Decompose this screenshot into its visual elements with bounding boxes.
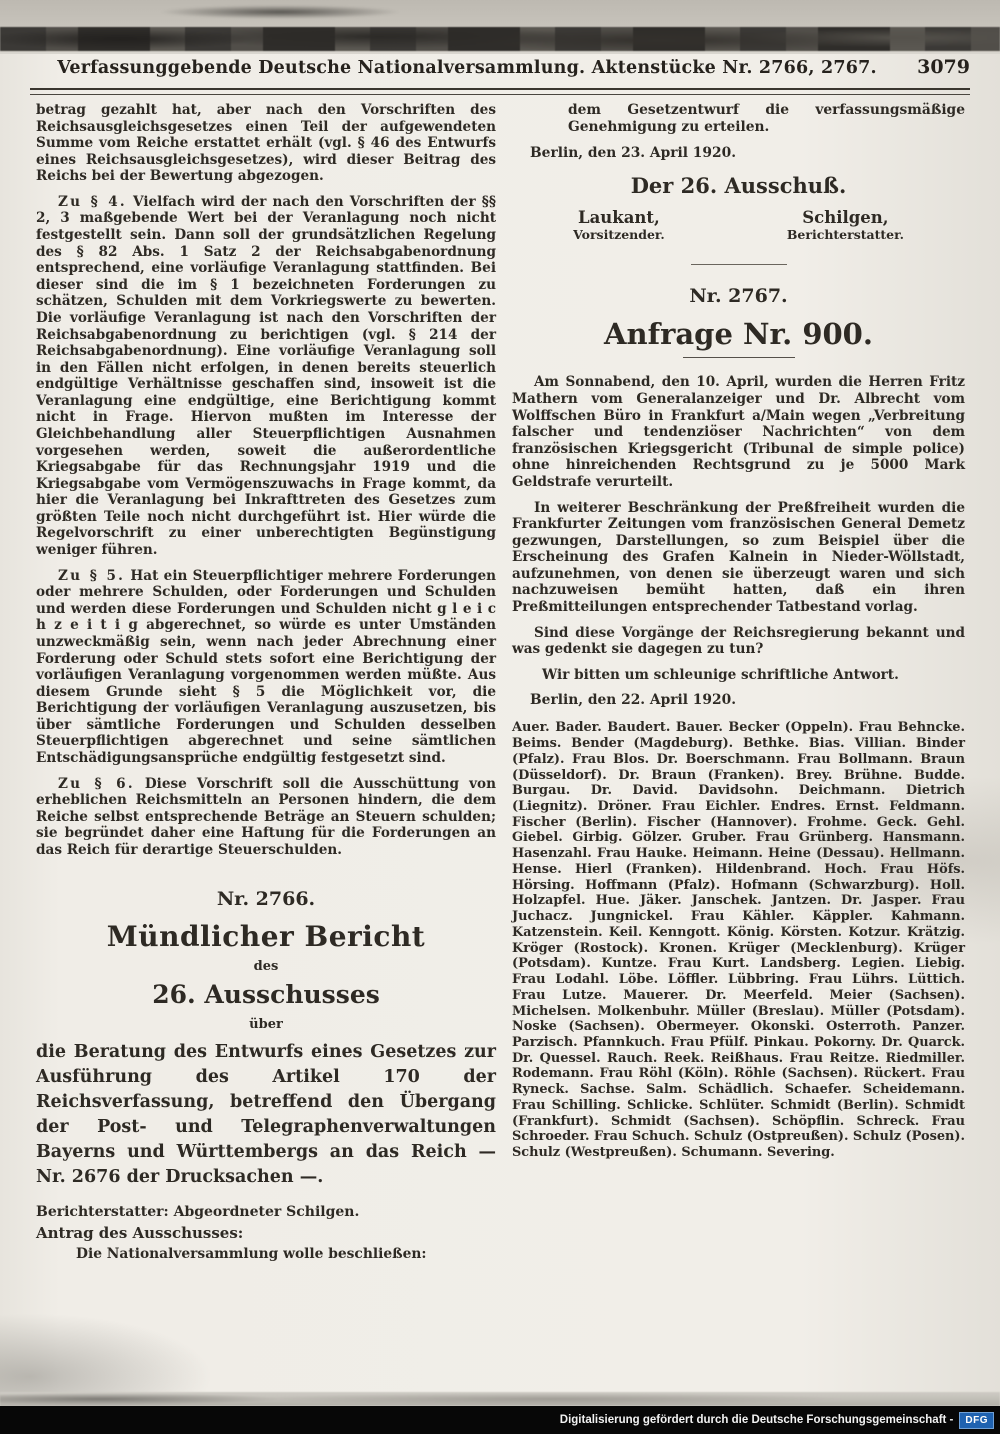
resolution-text: dem Gesetzentwurf die verfassungsmäßige Genehmigung zu erteilen. [568,102,965,136]
signatories-list: Auer. Bader. Baudert. Bauer. Becker (Oppeln). Frau Behncke. Beims. Bender (Magdeburg). Bethke. Bias. Villian. Binder (Pfalz). Frau Blos. Dr. Boerschmann. Frau Bollmann. Braun (Düsseldorf). Dr. Braun (Franken). Brey. Brühne. Budde. Burgau. Dr. David. Davidsohn. Deichmann. Dietrich (Liegnitz). Dröner. Frau Eichler. Endres. Ernst. Feldmann. Fischer (Berlin). Fischer (Hannover). Frohme. Geck. Gehl. Giebel. Girbig. Gölzer. Gruber. Frau Grünberg. Hansmann. Hasenzahl. Frau Hauke. Heimann. Heine (Dessau). Hellmann. Hense. Hierl (Franken). Hildenbrand. Hoch. Frau Höfs. Hörsing. Hoffmann (Pfalz). Hofmann (Schwarzburg). Holl. Holzapfel. Hue. Jäker. Janschek. Jantzen. Dr. Jasper. Frau Juchacz. Jungnickel. Frau Kähler. Käppler. Kahmann. Katzenstein. Keil. Kenngott. König. Körsten. Kotzur. Krätzig. Kröger (Rostock). Kronen. Krüger (Mecklenburg). Krüger (Potsdam). Kuntze. Frau Kurt. Landsberg. Legien. Liebig. Frau Lodahl. Löbe. Löffler. Lübbring. Frau Lührs. Lüttich. Frau Lutze. Mauerer. Dr. Meerfeld. Meier (Sachsen). Michelsen. Molkenbuhr. Müller (Breslau). Müller (Potsdam). Noske (Sachsen). Obermeyer. Okonski. Osterroth. Panzer. Parzisch. Pfannkuch. Frau Pfülf. Pinkau. Pokorny. Dr. Quarck. Dr. Quessel. Rauch. Reek. Reißhaus. Frau Reitze. Riedmiller. Rodemann. Frau Röhl (Köln). Röhle (Sachsen). Rückert. Frau Ryneck. Sachse. Salm. Schädlich. Schaefer. Scheidemann. Frau Schilling. Schlicke. Schlüter. Schmidt (Berlin). Schmidt (Frankfurt). Schmidt (Sachsen). Schöpflin. Schreck. Frau Schroeder. Frau Schuch. Schulz (Ostpreußen). Schulz (Posen). Schulz (Westpreußen). Schumann. Severing. [512,720,965,1161]
zu5-text: Hat ein Steuerpflichtiger mehrere Forderungen oder mehrere Schulden, oder Forderungen und Schulden und werden diese Forderungen und Schulden nicht g l e i c h z e i t i g abgerechnet, so würde es unter Umständen unzweckmäßig sein, wenn nach jeder Abrechnung einer Forderung oder Schuld stets sofort eine Berichtigung der vorläufigen Veranlagung vorgenommen werden müßte. Aus diesem Grunde sieht § 5 die Möglichkeit vor, die Berichtigung der vorläufigen Veranlagung auszusetzen, bis über sämtliche Forderungen und Schulden desselben Steuerpflichtigen abgerechnet und seine sämtlichen Entschädigungsansprüche endgültig festgesetzt sind. [36,567,496,766]
reporter-label: Berichterstatter: [36,1203,169,1220]
chairman-role: Vorsitzender. [573,227,665,243]
motion-text: Die Nationalversammlung wolle beschließen: [76,1245,427,1262]
title-underline [683,357,795,358]
anfrage-question: Sind diese Vorgänge der Reichsregierung bekannt und was gedenkt sie dagegen zu tun? [512,624,965,658]
zu5-label: Zu § 5. [58,567,126,584]
paragraph-continuation: betrag gezahlt hat, aber nach den Vorschriften des Reichsausgleichsgesetzes einen Teil der aufgewendeten Summe vom Reiche erstattet erhält (vgl. § 46 des Entwurfs eines Reichsausgleichsgesetzes), wird dieser Beitrag des Reichs bei der Bewertung abgezogen. [36,102,496,185]
footer-band [0,1406,1000,1434]
doc-2766-committee: 26. Ausschusses [152,980,380,1010]
signature-block [512,208,965,242]
paragraph-zu5 [36,568,496,767]
anfrage-paragraph-2: In weiterer Beschränkung der Preßfreiheit wurden die Frankfurter Zeitungen vom französischen General Demetz gezwungen, Darstellungen, so zum Beispiel über die Erscheinung des Grafen Kalnein in Nieder-Wöllstadt, aufzunehmen, von denen sie überzeugt waren und sich nachzuweisen bemüht hatten, daß ein ihren Preßmitteilungen entsprechender Tatbestand vorlag. [512,499,965,615]
dateline-1: Berlin, den 23. April 1920. [530,145,737,162]
zu4-text: Vielfach wird der nach den Vorschriften der §§ 2, 3 maßgebende Wert bei der Veranlagung noch nicht festgestellt sein. Dann soll der grundsätzlichen Regelung des § 82 Abs. 1 Satz 2 der Reichsabgabenordnung entsprechend, eine vorläufige Veranlagung stattfinden. Bei dieser sind die im § 1 bezeichneten Forderungen zu schätzen, Schulden mit dem Vorkriegswerte zu bewerten. Die vorläufige Veranlagung ist nach den Vorschriften der Reichsabgabenordnung zu berichtigen (vgl. § 214 der Reichsabgabenordnung). Eine vorläufige Veranlagung soll in den Fällen nicht erfolgen, in denen bereits steuerlich endgültige Verhältnisse geschaffen sind, insoweit ist die Veranlagung eine endgültige, eine Berichtigung kommt nicht in Frage. Hiervon mußten im Interesse der Gleichbehandlung aller Steuerpflichtigen Ausnahmen vorgesehen werden, soweit die außerordentliche Kriegsabgabe für das Rechnungsjahr 1919 und die Kriegsabgabe vom Vermögenszuwachs in Frage kommt, da hier die Veranlagung bei Inkrafttreten des Gesetzes zum größten Teile noch nicht durchgeführt ist. Hier würde die Regelvorschrift zu einer unberechtigten Begünstigung weniger führen. [36,193,496,559]
left-column [36,102,496,1271]
signature-chairman [573,208,665,242]
anfrage-paragraph-1: Am Sonnabend, den 10. April, wurden die Herren Fritz Mathern vom Generalanzeiger und Dr. Albrecht vom Wolffschen Büro in Frankfurt a/Main wegen „Verbreitung falscher und tendenziöser Nachrichten“ von dem französischen Kriegsgericht (Tribunal de simple police) ohne hinreichenden Rechtsgrund zu je 5000 Mark Geldstrafe verurteilt. [512,374,965,490]
reporter-sig-name: Schilgen, [802,208,889,228]
right-column [512,102,965,1170]
scan-dark-band [0,27,1000,51]
page-header [34,56,970,78]
motion-label: Antrag des Ausschusses: [36,1223,244,1242]
reporter-line [36,1204,496,1220]
header-title: Verfassunggebende Deutsche Nationalversammlung. Aktenstücke Nr. 2766, 2767. [57,58,877,78]
paragraph-zu6 [36,776,496,859]
page-number: 3079 [917,56,970,78]
dfg-logo: DFG [959,1412,994,1429]
doc-2766-des: des [253,959,279,975]
scan-top-edge [0,0,1000,54]
section-divider [691,264,787,265]
doc-2766-subject: die Beratung des Entwurfs eines Gesetzes zur Ausführung des Artikel 170 der Reichsverfassung, betreffend den Übergang der Post- und Telegraphenverwaltungen Bayerns und Württembergs an das Reich — Nr. 2676 der Drucksachen —. [36,1042,496,1187]
doc-2766-title: Mündlicher Bericht [106,920,426,954]
committee-heading: Der 26. Ausschuß. [630,173,847,199]
header-rule [30,88,970,95]
reporter-sig-role: Berichterstatter. [786,227,904,243]
zu6-label: Zu § 6. [58,775,135,792]
scan-bottom-edge [0,1392,1000,1406]
paragraph-zu4 [36,194,496,559]
chairman-name: Laukant, [578,208,660,228]
doc-2767-title: Anfrage Nr. 900. [604,317,873,352]
reporter-name: Abgeordneter Schilgen. [168,1203,360,1220]
zu4-label: Zu § 4. [58,193,127,210]
doc-2767-number: Nr. 2767. [689,285,788,308]
anfrage-request: Wir bitten um schleunige schriftliche Antwort. [542,666,899,683]
dateline-2: Berlin, den 22. April 1920. [530,692,737,709]
zu6-text: Diese Vorschrift soll die Ausschüttung von erheblichen Reichsmitteln an Personen hindern, die dem Reiche selbst entsprechende Beträge an Steuern schulden; sie begründet daher eine Haftung für die Forderungen an das Reich für derartige Steuerschulden. [36,775,496,858]
doc-2766-ueber: über [249,1017,283,1033]
signature-reporter [787,208,904,242]
scan-blotch [120,2,440,22]
digitization-credit: Digitalisierung gefördert durch die Deutsche Forschungsgemeinschaft - [559,1414,954,1426]
doc-2766-number: Nr. 2766. [216,888,316,911]
